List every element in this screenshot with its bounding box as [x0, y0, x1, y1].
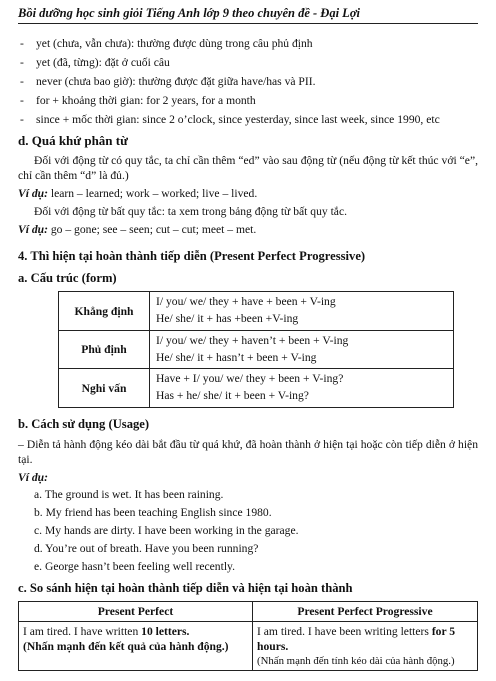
list-item: d. You’re out of breath. Have you been running?	[34, 541, 259, 555]
column-header: Present Perfect Progressive	[253, 602, 478, 622]
list-item: - yet (đã, từng): đặt ở cuối câu	[20, 56, 170, 70]
example-line: Ví dụ: learn – learned; work – worked; live – lived.	[18, 187, 258, 201]
list-item: b. My friend has been teaching English since 1980.	[34, 505, 272, 519]
list-item: - since + mốc thời gian: since 2 o’clock, since yesterday, since last week, since 1990, etc	[20, 113, 440, 127]
page-content	[18, 36, 478, 671]
header-title: Bồi dưỡng học sinh giỏi Tiếng Anh lớp 9 theo chuyên đề - Đại Lợi	[18, 6, 360, 20]
form-table	[58, 291, 454, 408]
list-item: - for + khoảng thời gian: for 2 years, for a month	[20, 94, 256, 108]
list-item: c. My hands are dirty. I have been working in the garage.	[34, 523, 299, 537]
table-header-row	[19, 602, 478, 622]
usage-paragraph: – Diễn tả hành động kéo dài bắt đầu từ quá khứ, đã hoàn thành ở hiện tại hoặc còn tiếp diễn ở hiện tại.	[18, 438, 478, 467]
list-item: a. The ground is wet. It has been raining.	[34, 487, 224, 501]
table-cell: I am tired. I have been writing letters for 5 hours. (Nhấn mạnh đến tính kéo dài của hành động.)	[253, 622, 478, 671]
form-label: Phủ định	[59, 330, 150, 369]
list-item: - never (chưa bao giờ): thường được đặt giữa have/has và PII.	[20, 75, 316, 89]
form-cell: Have + I/ you/ we/ they + been + V-ing? Has + he/ she/ it + been + V-ing?	[150, 369, 454, 408]
form-label: Khẳng định	[59, 292, 150, 331]
column-header: Present Perfect	[19, 602, 253, 622]
usage-example-label: Ví dụ:	[18, 470, 48, 484]
list-item: - yet (chưa, vẫn chưa): thường được dùng trong câu phủ định	[20, 37, 313, 50]
page-header	[18, 5, 478, 24]
table-row	[59, 292, 454, 331]
form-cell: I/ you/ we/ they + have + been + V-ing He/ she/ it + has +been +V-ing	[150, 292, 454, 331]
table-row	[19, 622, 478, 671]
compare-heading: c. So sánh hiện tại hoàn thành tiếp diễn và hiện tại hoàn thành	[18, 580, 353, 595]
usage-example-list	[18, 487, 478, 574]
form-heading: a. Cấu trúc (form)	[18, 270, 117, 285]
compare-table	[18, 601, 478, 671]
list-item: e. George hasn’t been feeling well recently.	[34, 559, 235, 573]
time-expression-list	[18, 36, 478, 127]
regular-verb-paragraph: Đối với động từ có quy tắc, ta chỉ cần thêm “ed” vào sau động từ (nếu động từ kết thúc với “e”, chỉ cần thêm “d” là đủ.)	[18, 154, 478, 183]
table-row	[59, 369, 454, 408]
table-cell: I am tired. I have written 10 letters. (Nhấn mạnh đến kết quả của hành động.)	[19, 622, 253, 671]
usage-heading: b. Cách sử dụng (Usage)	[18, 417, 150, 432]
table-row	[59, 330, 454, 369]
form-cell: I/ you/ we/ they + haven’t + been + V-ing He/ she/ it + hasn’t + been + V-ing	[150, 330, 454, 369]
irregular-verb-paragraph: Đối với động từ bất quy tắc: ta xem trong bảng động từ bất quy tắc.	[34, 205, 347, 219]
section-4-heading: 4. Thì hiện tại hoàn thành tiếp diễn (Present Perfect Progressive)	[18, 248, 366, 263]
section-d-heading: d. Quá khứ phân từ	[18, 133, 128, 149]
example-line: Ví dụ: go – gone; see – seen; cut – cut; meet – met.	[18, 223, 257, 237]
form-label: Nghi vấn	[59, 369, 150, 408]
